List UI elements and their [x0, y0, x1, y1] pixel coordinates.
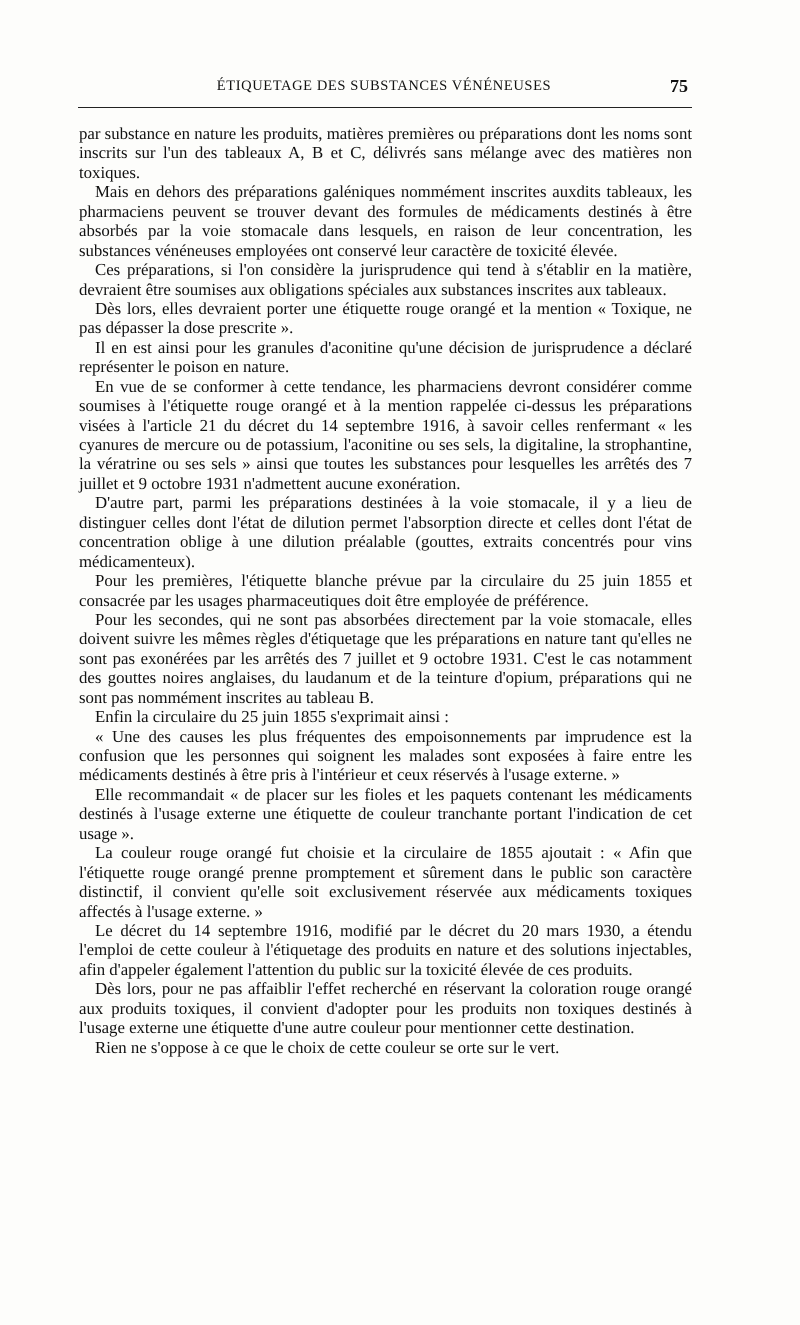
- quotation-paragraph: « Une des causes les plus fréquentes des empoisonnements par imprudence est la confusion que les personnes qui soignent les malades sont exposées à faire entre les médicaments destinés à être pris à l'intérieur et ceux réservés à l'usage externe. »: [79, 726, 692, 785]
- paragraph: En vue de se conformer à cette tendance, les pharmaciens devront considérer comme soumises à l'étiquette rouge orangé et à la mention rappelée ci-dessus les préparations visées à l'article 21 du décret du 14 septembre 1916, à savoir celles renfermant « les cyanures de mercure ou de potassium, l'aconitine ou ses sels, la digitaline, la strophantine, la vératrine ou ses sels » ainsi que toutes les substances pour lesquelles les arrêtés des 7 juillet et 9 octobre 1931 n'admettent aucune exonération.: [79, 376, 692, 493]
- running-title: ÉTIQUETAGE DES SUBSTANCES VÉNÉNEUSES: [216, 78, 552, 94]
- paragraph: La couleur rouge orangé fut choisie et la circulaire de 1855 ajoutait : « Afin que l'étiquette rouge orangé prenne promptement et sûrement dans le public son caractère distinctif, il convient qu'elle soit exclusivement réservée aux médicaments toxiques affectés à l'usage externe. »: [79, 843, 692, 921]
- header-rule: [78, 107, 692, 108]
- paragraph: Enfin la circulaire du 25 juin 1855 s'exprimait ainsi :: [95, 707, 449, 727]
- paragraph: Pour les secondes, qui ne sont pas absorbées directement par la voie stomacale, elles doivent suivre les mêmes règles d'étiquetage que les préparations en nature tant qu'elles ne sont pas exonérées par les arrêtés des 7 juillet et 9 octobre 1931. C'est le cas notamment des gouttes noires anglaises, du laudanum et de la teinture d'opium, préparations qui ne sont pas nommément inscrites au tableau B.: [79, 609, 692, 707]
- paragraph: Mais en dehors des préparations galéniques nommément inscrites auxdits tableaux, les pharmaciens peuvent se trouver devant des formules de médicaments destinés à être absorbés par la voie stomacale dans lesquels, en raison de leur concentration, les substances vénéneuses employées ont conservé leur caractère de toxicité élevée.: [79, 182, 692, 260]
- paragraph: Pour les premières, l'étiquette blanche prévue par la circulaire du 25 juin 1855 et consacrée par les usages pharmaceutiques doit être employée de préférence.: [79, 571, 692, 610]
- paragraph: Elle recommandait « de placer sur les fioles et les paquets contenant les médicaments destinés à l'usage externe une étiquette de couleur tranchante portant l'indication de cet usage ».: [79, 784, 692, 843]
- paragraph: Le décret du 14 septembre 1916, modifié par le décret du 20 mars 1930, a étendu l'emploi de cette couleur à l'étiquetage des produits en nature et des solutions injectables, afin d'appeler également l'attention du public sur la toxicité élevée de ces produits.: [79, 920, 692, 979]
- paragraph: Dès lors, pour ne pas affaiblir l'effet recherché en réservant la coloration rouge orangé aux produits toxiques, il convient d'adopter pour les produits non toxiques destinés à l'usage externe une étiquette d'une autre couleur pour mentionner cette destination.: [79, 979, 692, 1038]
- paragraph: Rien ne s'oppose à ce que le choix de cette couleur se orte sur le vert.: [95, 1037, 560, 1057]
- page-number: 75: [670, 76, 688, 96]
- paragraph: Il en est ainsi pour les granules d'aconitine qu'une décision de jurisprudence a déclaré représenter le poison en nature.: [79, 337, 692, 377]
- paragraph: Dès lors, elles devraient porter une étiquette rouge orangé et la mention « Toxique, ne pas dépasser la dose prescrite ».: [79, 298, 692, 338]
- paragraph: Ces préparations, si l'on considère la jurisprudence qui tend à s'établir en la matière, devraient être soumises aux obligations spéciales aux substances inscrites aux tableaux.: [79, 260, 692, 299]
- page-header: [78, 76, 690, 102]
- paragraph: D'autre part, parmi les préparations destinées à la voie stomacale, il y a lieu de distinguer celles dont l'état de dilution permet l'absorption directe et celles dont l'état de concentration oblige à une dilution préalable (gouttes, extraits concentrés pour vins médicamenteux).: [79, 493, 692, 571]
- paragraph: par substance en nature les produits, matières premières ou préparations dont les noms sont inscrits sur l'un des tableaux A, B et C, délivrés sans mélange avec des matières non toxiques.: [79, 124, 692, 182]
- body-text: [79, 124, 692, 1057]
